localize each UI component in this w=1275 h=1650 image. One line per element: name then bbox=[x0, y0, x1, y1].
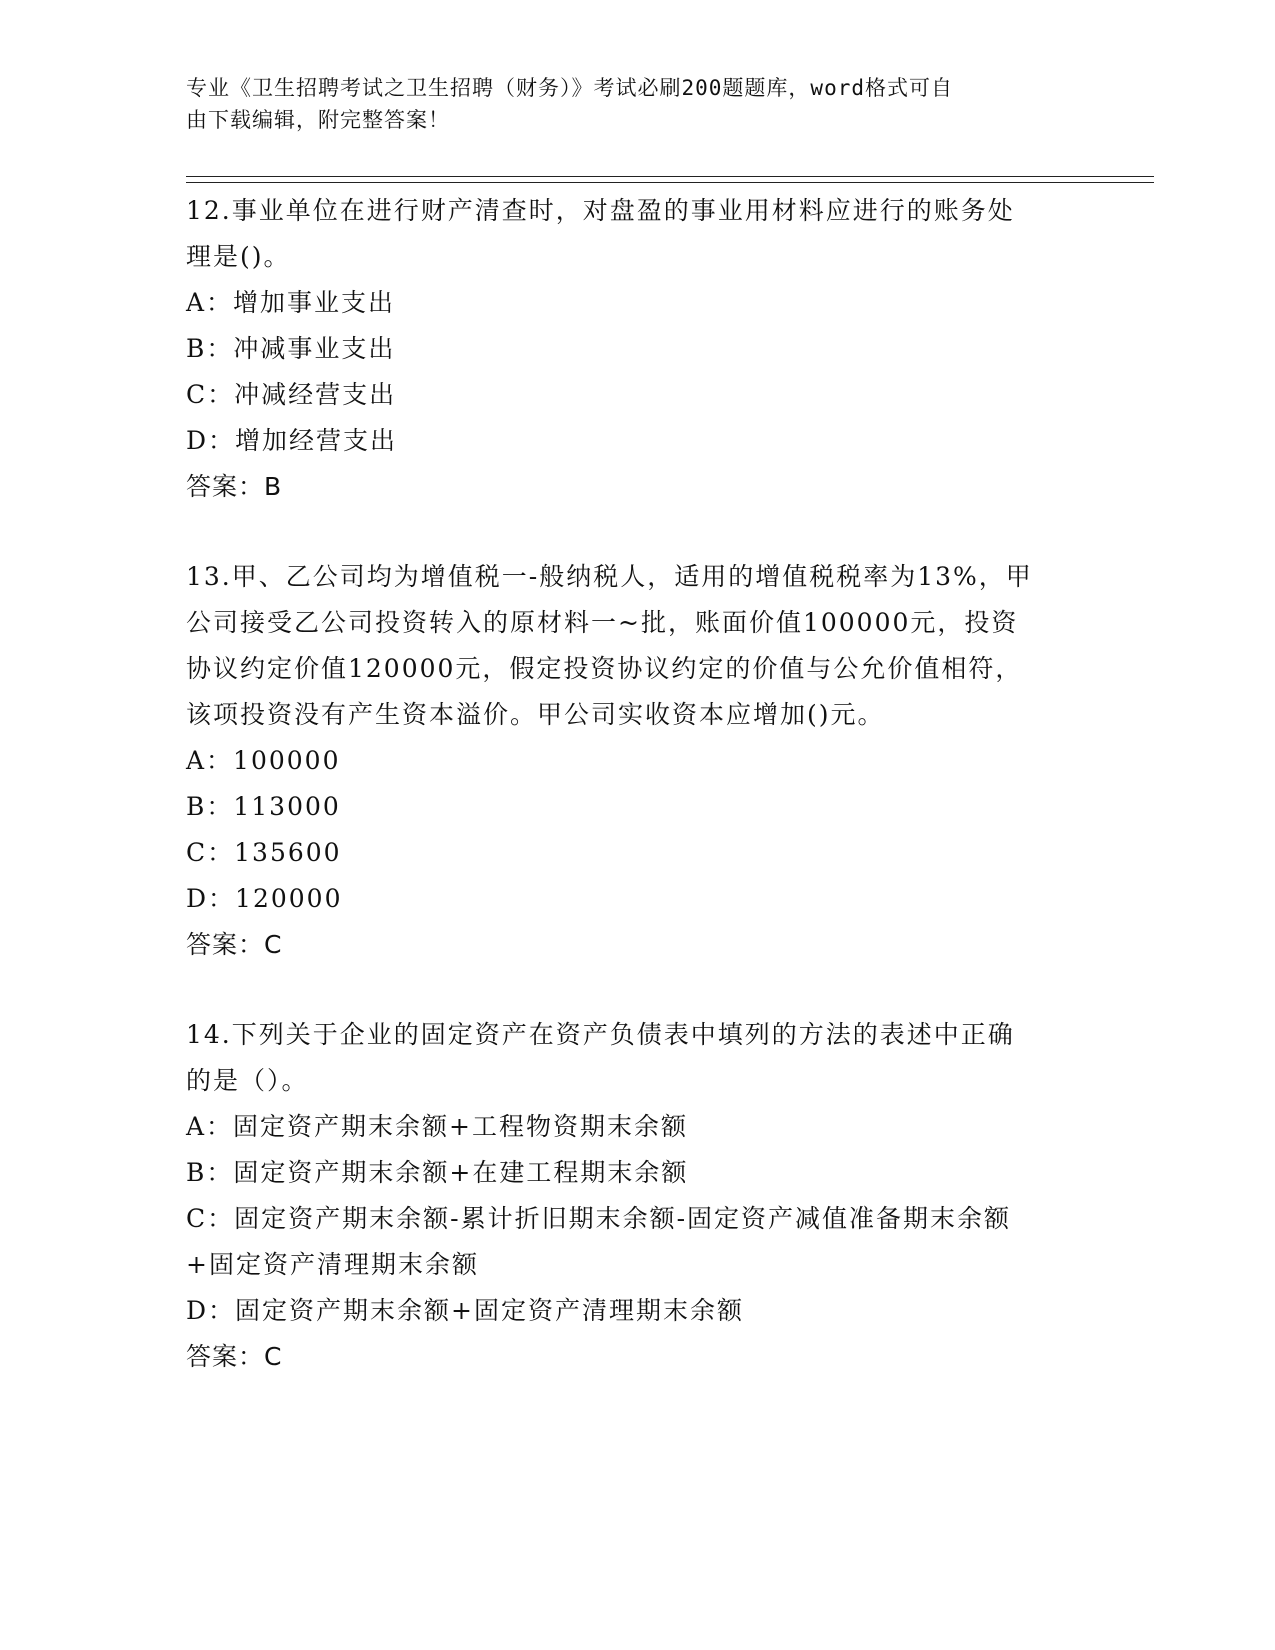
question-13 bbox=[186, 554, 1086, 968]
option-a: A：增加事业支出 bbox=[186, 288, 396, 317]
option-d: D：增加经营支出 bbox=[186, 426, 398, 455]
option-c: C：135600 bbox=[186, 838, 342, 867]
option-d: D：120000 bbox=[186, 884, 343, 913]
header-divider-bottom bbox=[186, 182, 1154, 183]
option-a: A：固定资产期末余额+工程物资期末余额 bbox=[186, 1112, 689, 1141]
question-stem: 14.下列关于企业的固定资产在资产负债表中填列的方法的表述中正确 bbox=[186, 1020, 1015, 1049]
option-c-continued: +固定资产清理期末余额 bbox=[186, 1250, 479, 1279]
answer: 答案：C bbox=[186, 930, 283, 959]
question-14 bbox=[186, 1012, 1086, 1380]
question-stem: 13.甲、乙公司均为增值税一-般纳税人，适用的增值税税率为13%，甲 bbox=[186, 562, 1033, 591]
document-header bbox=[186, 72, 1086, 136]
question-stem: 理是()。 bbox=[186, 242, 291, 271]
option-b: B：固定资产期末余额+在建工程期末余额 bbox=[186, 1158, 689, 1187]
option-b: B：冲减事业支出 bbox=[186, 334, 396, 363]
option-a: A：100000 bbox=[186, 746, 341, 775]
option-c: C：固定资产期末余额-累计折旧期末余额-固定资产减值准备期末余额 bbox=[186, 1204, 1012, 1233]
question-stem: 12.事业单位在进行财产清查时，对盘盈的事业用材料应进行的账务处 bbox=[186, 196, 1015, 225]
question-stem: 公司接受乙公司投资转入的原材料一~批，账面价值100000元，投资 bbox=[186, 608, 1019, 637]
header-line-1: 专业《卫生招聘考试之卫生招聘（财务）》考试必刷200题题库，word格式可自 bbox=[186, 76, 953, 100]
question-12 bbox=[186, 188, 1086, 510]
question-list bbox=[186, 188, 1086, 1380]
question-stem: 该项投资没有产生资本溢价。甲公司实收资本应增加()元。 bbox=[186, 700, 885, 729]
option-b: B：113000 bbox=[186, 792, 341, 821]
question-stem: 的是（）。 bbox=[186, 1066, 309, 1095]
spacer bbox=[186, 510, 1086, 554]
option-c: C：冲减经营支出 bbox=[186, 380, 397, 409]
spacer bbox=[186, 968, 1086, 1012]
option-d: D：固定资产期末余额+固定资产清理期末余额 bbox=[186, 1296, 744, 1325]
question-stem: 协议约定价值120000元，假定投资协议约定的价值与公允价值相符， bbox=[186, 654, 1023, 683]
header-line-2: 由下载编辑，附完整答案！ bbox=[186, 108, 450, 132]
header-divider-top bbox=[186, 176, 1154, 177]
answer: 答案：B bbox=[186, 472, 283, 501]
answer: 答案：C bbox=[186, 1342, 283, 1371]
